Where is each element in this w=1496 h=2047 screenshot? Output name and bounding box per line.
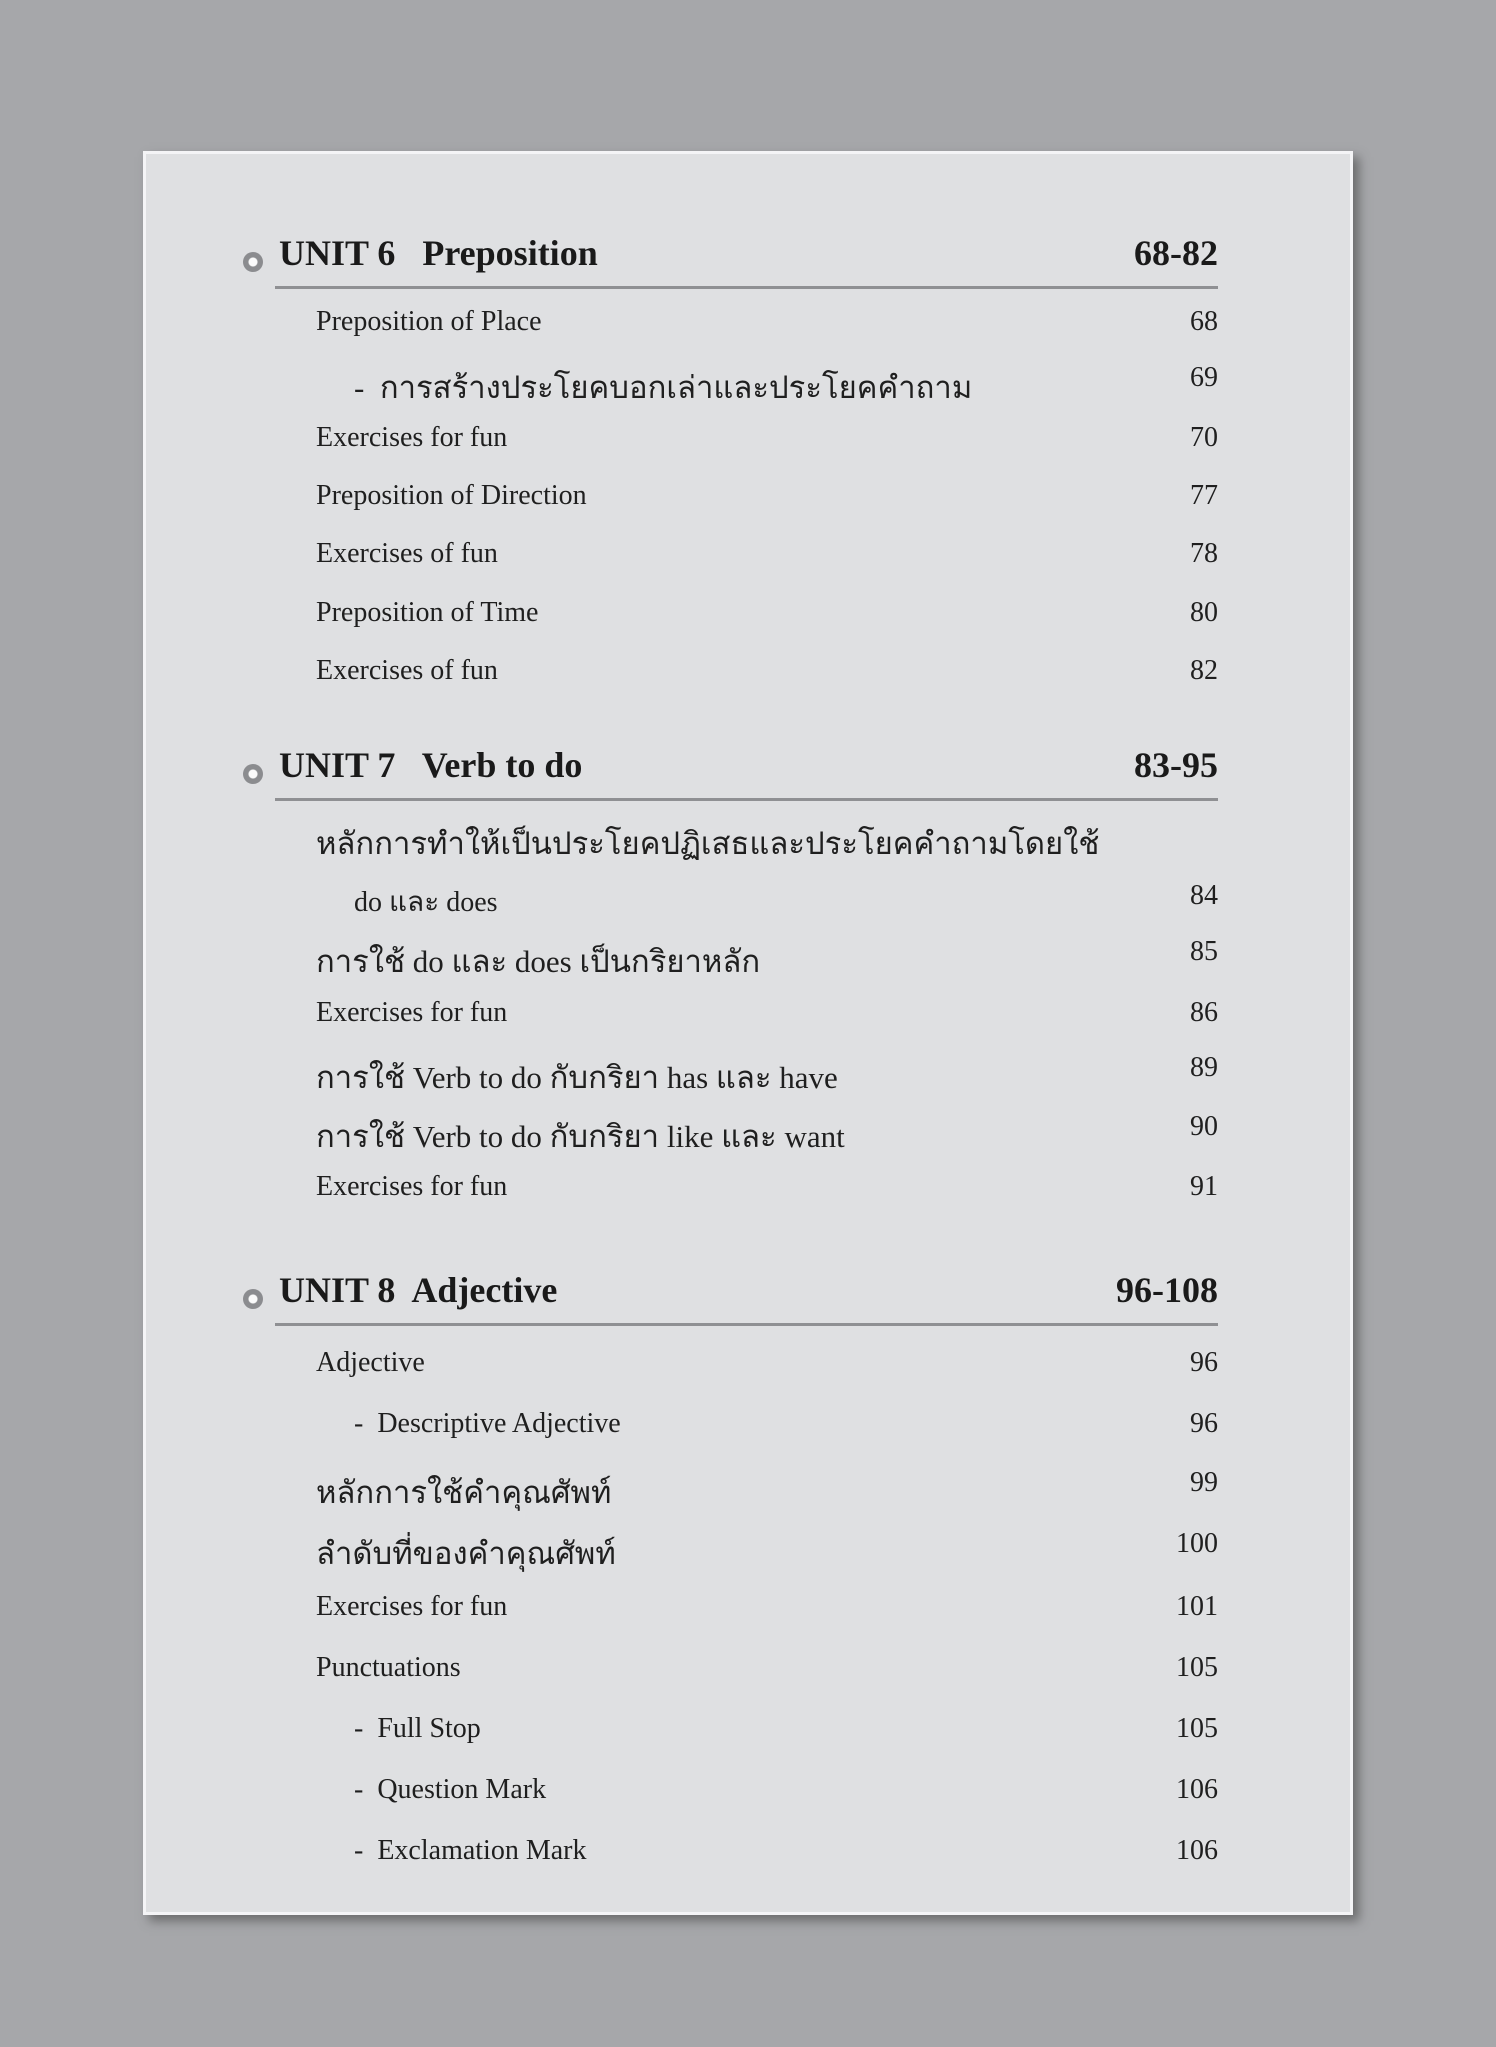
- bullet-icon: [243, 764, 263, 784]
- entry-page: 69: [1190, 362, 1218, 393]
- toc-entry: [316, 655, 1218, 695]
- unit-pages: 68-82: [1134, 233, 1218, 273]
- toc-entry: [316, 306, 1218, 346]
- entry-text: Punctuations: [316, 1652, 461, 1683]
- entry-page: 78: [1190, 538, 1218, 569]
- unit-pages: 96-108: [1116, 1270, 1218, 1310]
- bullet-icon: [243, 252, 263, 272]
- entry-page: 91: [1190, 1171, 1218, 1202]
- entry-page: 82: [1190, 655, 1218, 686]
- entry-page: 100: [1176, 1528, 1218, 1559]
- entry-page: 105: [1176, 1652, 1218, 1683]
- entry-text: การใช้ do และ does เป็นกริยาหลัก: [316, 944, 761, 979]
- entry-text: Preposition of Time: [316, 597, 539, 628]
- toc-entry: [316, 1713, 1218, 1753]
- entry-text: Exercises of fun: [316, 538, 498, 569]
- toc-entry: [316, 1528, 1218, 1571]
- entry-page: 105: [1176, 1713, 1218, 1744]
- toc-entry: [316, 1347, 1218, 1387]
- unit-pages: 83-95: [1134, 745, 1218, 785]
- entry-text: Adjective: [316, 1347, 425, 1378]
- unit-header: [146, 734, 1350, 804]
- entry-text: การใช้ Verb to do กับกริยา has และ have: [316, 1060, 838, 1095]
- toc-entry: [316, 1467, 1218, 1510]
- toc-entry: [316, 1052, 1218, 1095]
- toc-entry: [316, 480, 1218, 520]
- unit-7-section: [146, 734, 1350, 804]
- entry-page: 89: [1190, 1052, 1218, 1083]
- entry-text: - Question Mark: [354, 1774, 547, 1805]
- entry-page: 68: [1190, 306, 1218, 337]
- unit-header: [146, 222, 1350, 292]
- entry-text: หลักการทำให้เป็นประโยคปฏิเสธและประโยคคำถามโดยใช้: [316, 826, 1100, 861]
- entry-page: 86: [1190, 997, 1218, 1028]
- entry-page: 96: [1190, 1347, 1218, 1378]
- unit-title: UNIT 8 Adjective: [279, 1270, 558, 1310]
- entry-page: 77: [1190, 480, 1218, 511]
- entry-text: Preposition of Direction: [316, 480, 587, 511]
- entry-text: Preposition of Place: [316, 306, 542, 337]
- unit-6-section: [146, 222, 1350, 292]
- entry-page: 106: [1176, 1774, 1218, 1805]
- bullet-icon: [243, 1289, 263, 1309]
- unit-8-section: [146, 1259, 1350, 1329]
- unit-title: UNIT 6 Preposition: [279, 233, 598, 273]
- toc-entry: [316, 1774, 1218, 1814]
- toc-entry: [316, 1408, 1218, 1448]
- entry-text: Exercises for fun: [316, 997, 508, 1028]
- divider: [275, 286, 1218, 289]
- entry-text: Exercises of fun: [316, 655, 498, 686]
- entry-text: Exercises for fun: [316, 422, 508, 453]
- divider: [275, 1323, 1218, 1326]
- toc-entry: [316, 1835, 1218, 1875]
- entry-text: ลำดับที่ของคำคุณศัพท์: [316, 1536, 616, 1571]
- toc-entry: [316, 1111, 1218, 1154]
- entry-text: Exercises for fun: [316, 1591, 508, 1622]
- unit-title: UNIT 7 Verb to do: [279, 745, 583, 785]
- toc-entry: [316, 597, 1218, 637]
- entry-page: 99: [1190, 1467, 1218, 1498]
- toc-entry: [316, 1652, 1218, 1692]
- entry-page: 85: [1190, 936, 1218, 967]
- entry-page: 84: [1190, 880, 1218, 911]
- entry-page: 90: [1190, 1111, 1218, 1142]
- unit-header: [146, 1259, 1350, 1329]
- entry-text: - การสร้างประโยคบอกเล่าและประโยคคำถาม: [354, 370, 973, 405]
- divider: [275, 798, 1218, 801]
- toc-entry: [316, 1591, 1218, 1631]
- toc-entry: [316, 1171, 1218, 1211]
- toc-entry: [316, 880, 1218, 920]
- toc-entry: [316, 936, 1218, 979]
- entry-page: 70: [1190, 422, 1218, 453]
- entry-text: Exercises for fun: [316, 1171, 508, 1202]
- toc-entry: [316, 422, 1218, 462]
- toc-entry: [316, 818, 1218, 861]
- entry-page: 80: [1190, 597, 1218, 628]
- toc-entry: [316, 538, 1218, 578]
- entry-text: การใช้ Verb to do กับกริยา like และ want: [316, 1119, 845, 1154]
- entry-text: - Full Stop: [354, 1713, 481, 1744]
- toc-entry: [316, 362, 1218, 405]
- entry-page: 106: [1176, 1835, 1218, 1866]
- toc-entry: [316, 997, 1218, 1037]
- toc-page: [143, 151, 1353, 1915]
- entry-text: do และ does: [354, 887, 498, 918]
- entry-text: หลักการใช้คำคุณศัพท์: [316, 1475, 612, 1510]
- entry-page: 101: [1176, 1591, 1218, 1622]
- entry-page: 96: [1190, 1408, 1218, 1439]
- entry-text: - Descriptive Adjective: [354, 1408, 621, 1439]
- entry-text: - Exclamation Mark: [354, 1835, 587, 1866]
